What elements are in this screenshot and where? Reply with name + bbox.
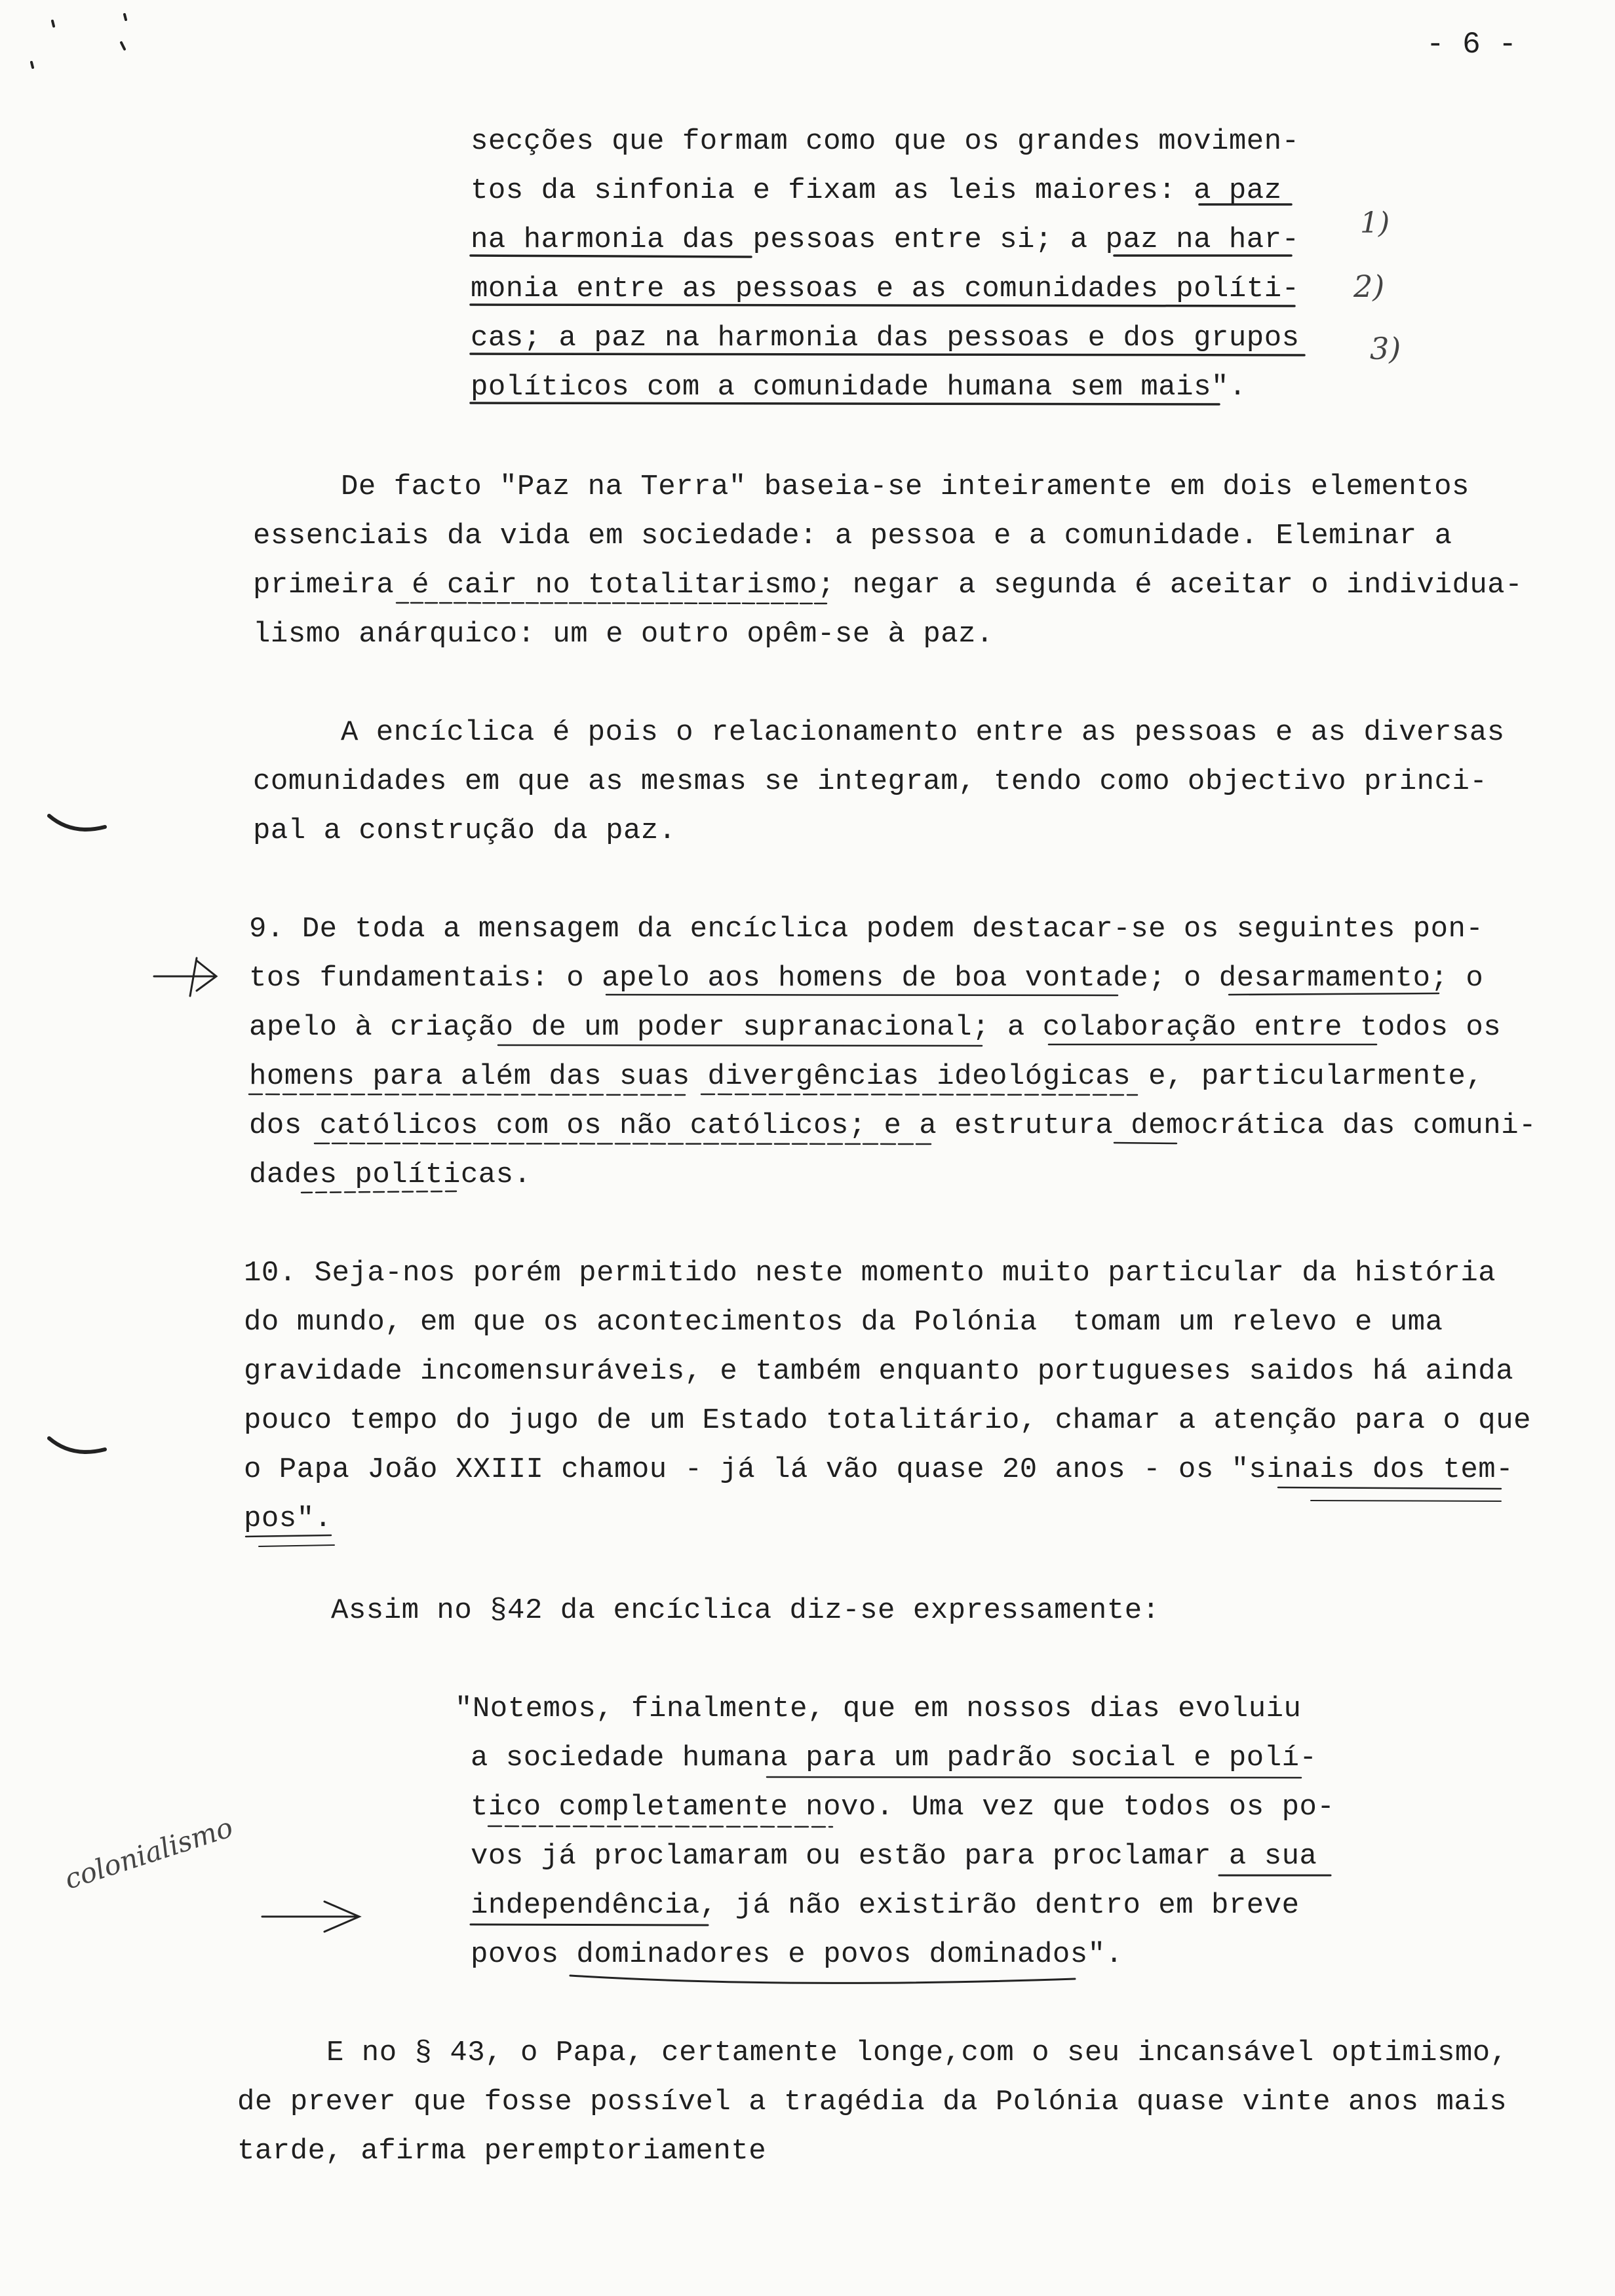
para9-line-6: dades políticas.: [249, 1158, 532, 1191]
para-facto-line-4: lismo anárquico: um e outro opêm-se à paz.: [253, 618, 994, 651]
para43-line-2: de prever que fosse possível a tragédia da Polónia quase vinte anos mais: [237, 2086, 1508, 2118]
para10-line-5: o Papa João XXIII chamou - já lá vão quase 20 anos - os "sinais dos tem-: [244, 1453, 1514, 1486]
para10-line-1: 10. Seja-nos porém permitido neste momento muito particular da história: [244, 1257, 1496, 1290]
para43-line-1: E no § 43, o Papa, certamente longe,com o seu incansável optimismo,: [326, 2037, 1508, 2069]
para9-line-5: dos católicos com os não católicos; e a estrutura democrática das comuni-: [249, 1109, 1537, 1142]
margin-note-2: 2): [1353, 269, 1385, 304]
margin-arrow-quote2: [262, 1902, 359, 1932]
para9-line-2: tos fundamentais: o apelo aos homens de boa vontade; o desarmamento; o: [249, 962, 1484, 995]
para-facto-line-3: primeira é cair no totalitarismo; negar a segunda é aceitar o individua-: [253, 569, 1523, 602]
underline-padrao: [767, 1777, 1301, 1778]
underline-povos: [570, 1976, 1075, 1983]
underline-pos-2: [259, 1545, 334, 1546]
para10-line-6: pos".: [244, 1502, 332, 1535]
quote2-line-2: a sociedade humana para um padrão social e polí-: [471, 1742, 1317, 1774]
para10-line-4: pouco tempo do jugo de um Estado totalitário, chamar a atenção para o que: [244, 1404, 1532, 1437]
quote2-line-1: "Notemos, finalmente, que em nossos dias evoluiu: [455, 1693, 1302, 1725]
para-facto-line-1: De facto "Paz na Terra" baseia-se inteiramente em dois elementos: [341, 470, 1469, 503]
handwritten-note: colonialismo: [60, 1810, 237, 1896]
para9-line-4: homens para além das suas divergências ideológicas e, particularmente,: [249, 1060, 1484, 1093]
underline-completamente: [488, 1826, 832, 1827]
margin-tick-2: [49, 1438, 105, 1452]
margin-note-3: 3): [1370, 331, 1401, 366]
page-specks: [31, 14, 126, 67]
margin-note-1: 1): [1360, 206, 1390, 240]
page-number: - 6 -: [1426, 28, 1517, 62]
para-facto-line-2: essenciais da vida em sociedade: a pessoa e a comunidade. Eleminar a: [253, 520, 1452, 552]
underline-independencia: [471, 1924, 708, 1925]
quote1-line-6: políticos com a comunidade humana sem mais".: [471, 371, 1247, 404]
quote2-line-6: povos dominadores e povos dominados".: [471, 1938, 1123, 1971]
paragraph-assim: Assim no §42 da encíclica diz-se expressamente:: [331, 1594, 1160, 1627]
quote1-line-3: na harmonia das pessoas entre si; a paz na har-: [471, 223, 1300, 256]
quote1-line-5: cas; a paz na harmonia das pessoas e dos grupos: [471, 322, 1300, 354]
margin-tick-1: [49, 816, 105, 830]
para9-line-1: 9. De toda a mensagem da encíclica podem destacar-se os seguintes pon-: [249, 913, 1484, 946]
para-enciclica-line-3: pal a construção da paz.: [253, 814, 676, 847]
para-enciclica-line-2: comunidades em que as mesmas se integram, tendo como objectivo princi-: [253, 765, 1488, 798]
margin-arrow-para9: [154, 958, 216, 996]
quote1-line-4: monia entre as pessoas e as comunidades políti-: [471, 273, 1300, 305]
para43-line-3: tarde, afirma peremptoriamente: [237, 2135, 767, 2168]
para10-line-3: gravidade incomensuráveis, e também enquanto portugueses saidos há ainda: [244, 1355, 1514, 1388]
para10-line-2: do mundo, em que os acontecimentos da Polónia tomam um relevo e uma: [244, 1306, 1443, 1339]
quote2-line-4: vos já proclamaram ou estão para proclamar a sua: [471, 1840, 1317, 1873]
quote2-line-5: independência, já não existirão dentro em breve: [471, 1889, 1300, 1922]
quote1-line-1: secções que formam como que os grandes movimen-: [471, 125, 1300, 158]
quote1-line-2: tos da sinfonia e fixam as leis maiores: a paz: [471, 174, 1282, 207]
para9-line-3: apelo à criação de um poder supranacional; a colaboração entre todos os: [249, 1011, 1502, 1044]
para-enciclica-line-1: A encíclica é pois o relacionamento entre as pessoas e as diversas: [341, 716, 1505, 749]
quote2-line-3: tico completamente novo. Uma vez que todos os po-: [471, 1791, 1335, 1824]
